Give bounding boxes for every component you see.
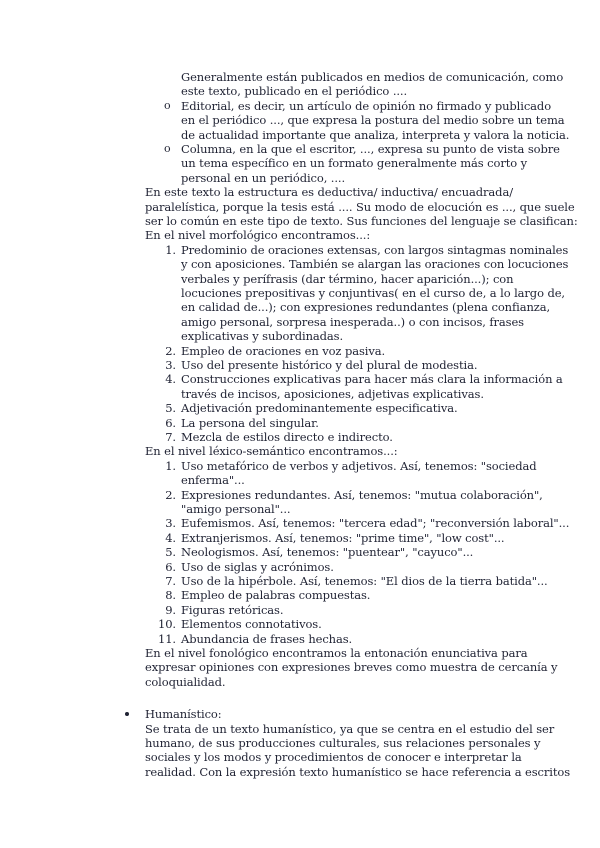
section-heading: Humanístico:	[145, 707, 222, 722]
paragraph-line: En este texto la estructura es deductiva/ inductiva/ encuadrada/	[145, 185, 513, 200]
sub-item-marker: o	[164, 142, 171, 155]
list-item-line: La persona del singular.	[181, 415, 319, 430]
list-item-line: Uso del presente histórico y del plural de modestia.	[181, 358, 478, 372]
sub-item-line: un tema específico en un formato generalmente más corto y	[181, 156, 528, 171]
list-item-line: y con aposiciones. También se alargan las oraciones con locuciones	[181, 257, 569, 272]
bullet-icon	[125, 712, 129, 716]
list-number: 1.	[165, 242, 176, 257]
list-item-line: en calidad de...); con expresiones redundantes (plena confianza,	[181, 300, 551, 315]
paragraph-line: En el nivel fonológico encontramos la entonación enunciativa para	[145, 646, 528, 660]
paragraph-line: sociales y los modos y procedimientos de conocer e interpretar la	[145, 750, 522, 765]
section-heading: En el nivel morfológico encontramos...:	[145, 228, 371, 243]
sub-item-line: Editorial, es decir, un artículo de opinión no firmado y publicado	[181, 98, 552, 113]
list-number: 2.	[165, 487, 176, 502]
list-number: 3.	[165, 516, 176, 531]
list-number: 7.	[165, 430, 176, 444]
list-item-line: Uso de siglas y acrónimos.	[181, 559, 334, 574]
continuation-line: Generalmente están publicados en medios de comunicación, como	[181, 70, 564, 84]
list-item-line: "amigo personal"...	[181, 502, 291, 516]
list-item-line: Extranjerismos. Así, tenemos: "prime time", "low cost"...	[181, 530, 505, 545]
list-item-line: Abundancia de frases hechas.	[181, 631, 353, 646]
list-number: 11.	[158, 631, 176, 646]
list-number: 6.	[165, 559, 176, 574]
paragraph-line: Se trata de un texto humanístico, ya que se centra en el estudio del ser	[145, 721, 555, 736]
list-number: 5.	[165, 401, 176, 416]
list-item-line: Empleo de palabras compuestas.	[181, 588, 371, 603]
list-item-line: Construcciones explicativas para hacer más clara la información a	[181, 372, 563, 387]
list-number: 2.	[165, 343, 176, 358]
list-item-line: Figuras retóricas.	[181, 602, 284, 617]
list-item-line: Elementos connotativos.	[181, 617, 322, 632]
list-number: 4.	[165, 372, 176, 387]
list-item-line: Uso de la hipérbole. Así, tenemos: "El dios de la tierra batida"...	[181, 574, 548, 588]
list-item-line: verbales y perífrasis (dar término, hacer aparición...); con	[181, 271, 514, 286]
list-number: 6.	[165, 415, 176, 430]
paragraph-line: coloquialidad.	[145, 674, 226, 689]
sub-item-line: de actualidad importante que analiza, interpreta y valora la noticia.	[181, 127, 570, 142]
sub-item-line: en el periódico ..., que expresa la postura del medio sobre un tema	[181, 113, 565, 128]
sub-item-marker: o	[164, 98, 171, 112]
list-number: 4.	[165, 530, 176, 545]
continuation-line: este texto, publicado en el periódico ....	[181, 84, 408, 99]
list-item-line: Predominio de oraciones extensas, con largos sintagmas nominales	[181, 242, 569, 257]
list-item-line: Empleo de oraciones en voz pasiva.	[181, 343, 386, 358]
list-item-line: Adjetivación predominantemente especificativa.	[181, 401, 458, 416]
list-item-line: Expresiones redundantes. Así, tenemos: "mutua colaboración",	[181, 487, 543, 502]
list-number: 8.	[165, 588, 176, 603]
list-item-line: locuciones prepositivas y conjuntivas( en el curso de, a lo largo de,	[181, 286, 565, 300]
paragraph-line: paralelística, porque la tesis está .... Su modo de elocución es ..., que suele	[145, 199, 575, 214]
list-number: 5.	[165, 545, 176, 560]
sub-item-line: personal en un periódico, ....	[181, 170, 346, 185]
list-number: 7.	[165, 574, 176, 588]
list-item-line: Eufemismos. Así, tenemos: "tercera edad"; "reconversión laboral"...	[181, 516, 570, 531]
list-number: 3.	[165, 358, 176, 372]
paragraph-line: ser lo común en este tipo de texto. Sus funciones del lenguaje se clasifican:	[145, 214, 578, 228]
list-number: 1.	[165, 458, 176, 473]
section-heading: En el nivel léxico-semántico encontramos...:	[145, 444, 398, 459]
paragraph-line: expresar opiniones con expresiones breves como muestra de cercanía y	[145, 660, 558, 675]
paragraph-line: humano, de sus producciones culturales, sus relaciones personales y	[145, 736, 541, 750]
list-item-line: amigo personal, sorpresa inesperada..) o con incisos, frases	[181, 314, 524, 329]
list-item-line: enferma"...	[181, 473, 245, 488]
list-number: 9.	[165, 602, 176, 617]
list-item-line: Mezcla de estilos directo e indirecto.	[181, 430, 393, 444]
list-item-line: Neologismos. Así, tenemos: "puentear", "cayuco"...	[181, 545, 474, 560]
list-number: 10.	[158, 617, 176, 632]
list-item-line: través de incisos, aposiciones, adjetivas explicativas.	[181, 386, 484, 401]
list-item-line: Uso metafórico de verbos y adjetivos. Así, tenemos: "sociedad	[181, 458, 537, 473]
sub-item-line: Columna, en la que el escritor, ..., expresa su punto de vista sobre	[181, 142, 560, 156]
paragraph-line: realidad. Con la expresión texto humanístico se hace referencia a escritos	[145, 764, 571, 779]
list-item-line: explicativas y subordinadas.	[181, 329, 344, 344]
